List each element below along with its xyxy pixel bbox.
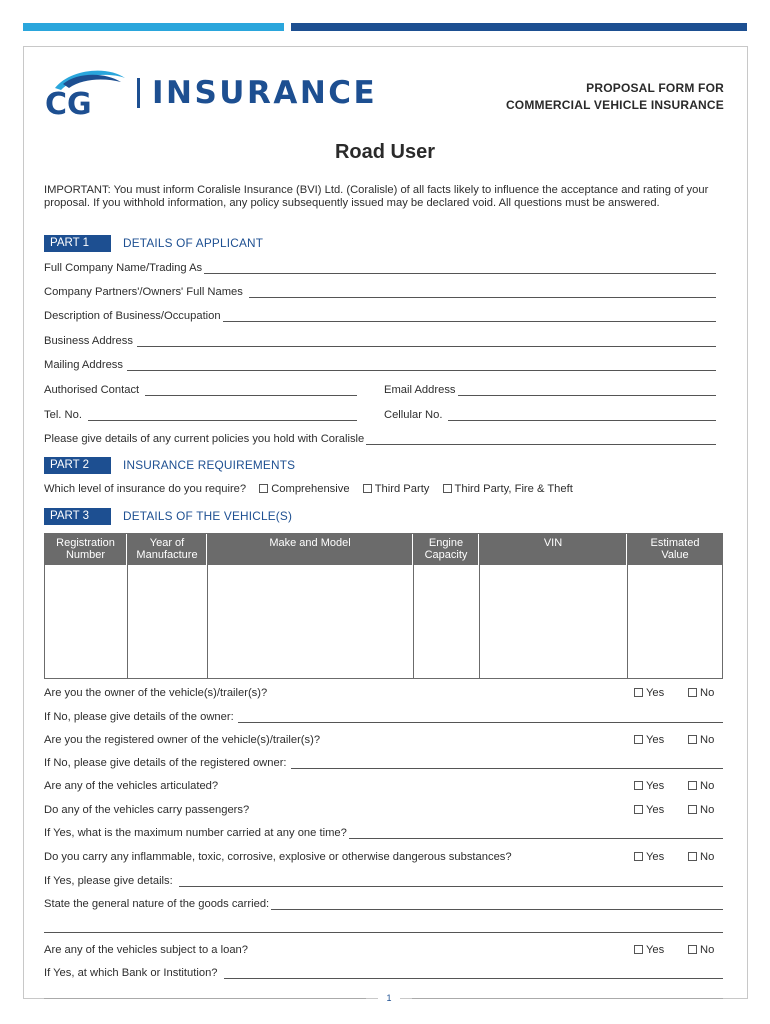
cellular-line[interactable]: [448, 411, 716, 421]
form-title-line2: COMMERCIAL VEHICLE INSURANCE: [505, 98, 724, 112]
checkbox-icon[interactable]: [688, 735, 697, 744]
owner-details-line[interactable]: [238, 713, 723, 723]
important-label: IMPORTANT: [44, 184, 108, 196]
question-dangerous-substances-label: Do you carry any inflammable, toxic, corrosive, explosive or otherwise dangerous substances?: [44, 851, 512, 863]
email-label: Email Address: [384, 384, 456, 396]
question-loan-label: Are any of the vehicles subject to a loan?: [44, 944, 248, 956]
partners-field[interactable]: [44, 286, 716, 298]
registered-owner-details-label: If No, please give details of the registered owner:: [44, 757, 287, 769]
svg-text:CG: CG: [45, 87, 92, 120]
email-field[interactable]: [384, 384, 716, 396]
cg-insurance-logo: [43, 66, 377, 120]
owner-details-field[interactable]: [44, 711, 723, 723]
form-title: [506, 80, 724, 114]
footer-rule-right: [412, 998, 723, 999]
max-passengers-line[interactable]: [349, 829, 723, 839]
current-policies-line[interactable]: [366, 435, 716, 445]
insurance-level-question: [44, 483, 573, 495]
option-comprehensive-label: Comprehensive: [271, 483, 350, 495]
checkbox-icon[interactable]: [634, 945, 643, 954]
part2-badge: PART 2: [44, 457, 111, 474]
owner-details-label: If No, please give details of the owner:: [44, 711, 234, 723]
logo-separator: [137, 78, 140, 108]
checkbox-icon[interactable]: [634, 781, 643, 790]
dangerous-details-field[interactable]: [44, 875, 723, 887]
insurance-level-label: Which level of insurance do you require?: [44, 483, 247, 495]
header-value: Estimated Value: [628, 534, 722, 565]
header-make-model: Make and Model: [208, 534, 413, 565]
option-comprehensive[interactable]: [259, 483, 349, 495]
checkbox-icon[interactable]: [634, 735, 643, 744]
authorised-contact-field[interactable]: [44, 384, 357, 396]
checkbox-icon[interactable]: [363, 484, 372, 493]
bank-label: If Yes, at which Bank or Institution?: [44, 967, 218, 979]
option-third-party-fire-theft[interactable]: [443, 483, 573, 495]
checkbox-icon[interactable]: [443, 484, 452, 493]
column-value[interactable]: [628, 534, 722, 678]
loan-no-option[interactable]: No: [688, 944, 714, 956]
mailing-address-field[interactable]: [44, 359, 716, 371]
business-field[interactable]: [44, 310, 716, 322]
max-passengers-field[interactable]: [44, 827, 723, 839]
checkbox-icon[interactable]: [634, 688, 643, 697]
question-registered-owner-label: Are you the registered owner of the vehicle(s)/trailer(s)?: [44, 734, 321, 746]
part1-heading: DETAILS OF APPLICANT: [123, 236, 264, 250]
top-accent-bar-light: [23, 23, 284, 31]
current-policies-label: Please give details of any current policies you hold with Coralisle: [44, 433, 365, 445]
form-title-line1: PROPOSAL FORM FOR: [586, 81, 724, 95]
mailing-address-line[interactable]: [127, 361, 716, 371]
header-registration: Registration Number: [45, 534, 127, 565]
company-name-line[interactable]: [204, 264, 716, 274]
max-passengers-label: If Yes, what is the maximum number carried at any one time?: [44, 827, 347, 839]
registered-owner-details-line[interactable]: [291, 759, 723, 769]
tel-label: Tel. No.: [44, 409, 82, 421]
important-notice: [44, 184, 712, 210]
business-line[interactable]: [223, 312, 716, 322]
question-owner: [44, 687, 723, 699]
logo-wordmark: INSURANCE: [152, 75, 378, 111]
checkbox-icon[interactable]: [634, 852, 643, 861]
header-engine: Engine Capacity: [414, 534, 479, 565]
question-dangerous-substances: [44, 851, 723, 863]
question-registered-owner: [44, 734, 723, 746]
question-passengers-label: Do any of the vehicles carry passengers?: [44, 804, 250, 816]
question-loan: [44, 944, 723, 956]
dangerous-no-option[interactable]: No: [688, 851, 714, 863]
question-articulated: [44, 780, 723, 792]
document-title: Road User: [334, 141, 436, 163]
checkbox-icon[interactable]: [688, 805, 697, 814]
header-vin: VIN: [480, 534, 627, 565]
checkbox-icon[interactable]: [259, 484, 268, 493]
business-address-field[interactable]: [44, 335, 716, 347]
cg-logo-icon: [43, 66, 127, 120]
vehicle-details-table: [44, 533, 723, 679]
loan-yes-option[interactable]: Yes: [634, 944, 664, 956]
part3-heading: DETAILS OF THE VEHICLE(S): [123, 509, 293, 523]
option-third-party-label: Third Party: [374, 483, 430, 495]
checkbox-icon[interactable]: [688, 781, 697, 790]
column-make-model[interactable]: [208, 534, 414, 678]
passengers-no-option[interactable]: No: [688, 804, 714, 816]
tel-field[interactable]: [44, 409, 357, 421]
column-engine[interactable]: [414, 534, 480, 678]
goods-nature-label: State the general nature of the goods carried:: [44, 898, 270, 910]
column-registration[interactable]: [45, 534, 128, 678]
goods-nature-field[interactable]: [44, 898, 723, 910]
owner-no-option[interactable]: No: [688, 687, 714, 699]
business-label: Description of Business/Occupation: [44, 310, 221, 322]
part3-badge: PART 3: [44, 508, 111, 525]
column-year[interactable]: [128, 534, 208, 678]
page-number: 1: [378, 993, 400, 1003]
question-articulated-label: Are any of the vehicles articulated?: [44, 780, 219, 792]
goods-nature-extra-field[interactable]: [44, 921, 723, 933]
authorised-contact-line[interactable]: [145, 386, 357, 396]
checkbox-icon[interactable]: [634, 805, 643, 814]
part1-badge: PART 1: [44, 235, 111, 252]
part2-heading: INSURANCE REQUIREMENTS: [123, 458, 296, 472]
mailing-address-label: Mailing Address: [44, 359, 123, 371]
dangerous-details-line[interactable]: [179, 877, 723, 887]
option-third-party-fire-theft-label: Third Party, Fire & Theft: [454, 483, 573, 495]
authorised-contact-label: Authorised Contact: [44, 384, 140, 396]
goods-nature-extra-line[interactable]: [44, 923, 723, 933]
email-line[interactable]: [458, 386, 716, 396]
business-address-label: Business Address: [44, 335, 133, 347]
passengers-yes-option[interactable]: Yes: [634, 804, 664, 816]
partners-label: Company Partners'/Owners' Full Names: [44, 286, 243, 298]
bank-field[interactable]: [44, 967, 723, 979]
goods-nature-line[interactable]: [271, 900, 723, 910]
important-text: : You must inform Coralisle Insurance (BVI) Ltd. (Coralisle) of all facts likely to influence the acceptance and rating of your proposal. If you withhold information, any policy subsequently issued may be declared void. All questions must be answered.: [44, 184, 709, 209]
business-address-line[interactable]: [137, 337, 716, 347]
header-year: Year of Manufacture: [128, 534, 207, 565]
registered-owner-no-option[interactable]: No: [688, 734, 714, 746]
column-vin[interactable]: [480, 534, 628, 678]
company-name-field[interactable]: [44, 262, 716, 274]
dangerous-yes-option[interactable]: Yes: [634, 851, 664, 863]
top-accent-bar-dark: [291, 23, 747, 31]
question-passengers: [44, 804, 723, 816]
registered-owner-yes-option[interactable]: Yes: [634, 734, 664, 746]
tel-line[interactable]: [88, 411, 357, 421]
company-name-label: Full Company Name/Trading As: [44, 262, 203, 274]
question-owner-label: Are you the owner of the vehicle(s)/trailer(s)?: [44, 687, 268, 699]
current-policies-field[interactable]: [44, 433, 716, 445]
checkbox-icon[interactable]: [688, 945, 697, 954]
articulated-no-option[interactable]: No: [688, 780, 714, 792]
cellular-label: Cellular No.: [384, 409, 443, 421]
checkbox-icon[interactable]: [688, 688, 697, 697]
registered-owner-details-field[interactable]: [44, 757, 723, 769]
footer-rule-left: [44, 998, 366, 999]
owner-yes-option[interactable]: Yes: [634, 687, 664, 699]
articulated-yes-option[interactable]: Yes: [634, 780, 664, 792]
bank-line[interactable]: [224, 969, 723, 979]
dangerous-details-label: If Yes, please give details:: [44, 875, 173, 887]
partners-line[interactable]: [249, 288, 716, 298]
cellular-field[interactable]: [384, 409, 716, 421]
option-third-party[interactable]: [363, 483, 430, 495]
checkbox-icon[interactable]: [688, 852, 697, 861]
